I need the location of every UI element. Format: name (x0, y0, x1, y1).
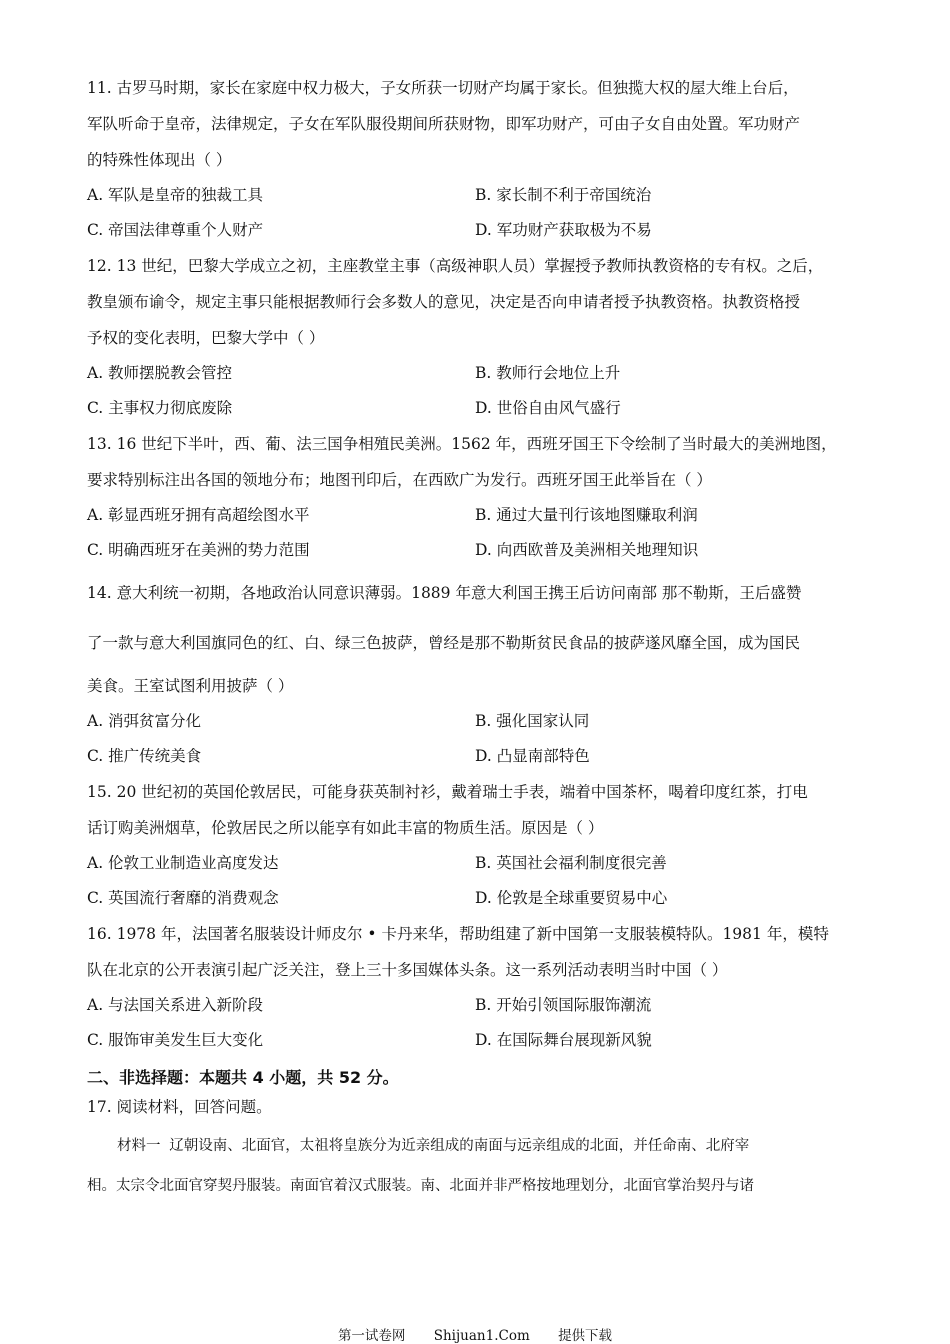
option-d: D. 伦敦是全球重要贸易中心 (475, 889, 668, 907)
exam-page (87, 70, 867, 1206)
option-c: C. 主事权力彻底废除 (87, 399, 233, 417)
page-footer (0, 1324, 950, 1344)
question-text: 军队听命于皇帝，法律规定，子女在军队服役期间所获财物，即军功财产，可由子女自由处置。军功财产 (87, 115, 801, 133)
option-a: A. 伦敦工业制造业高度发达 (87, 854, 279, 872)
question-17 (87, 1094, 867, 1206)
question-text: 要求特别标注出各国的领地分布；地图刊印后，在西欧广为发行。西班牙国王此举旨在（ ） (87, 471, 712, 489)
question-text: 13. 16 世纪下半叶，西、葡、法三国争相殖民美洲。1562 年，西班牙国王下令绘制了当时最大的美洲地图， (87, 435, 837, 453)
option-a: A. 彰显西班牙拥有高超绘图水平 (87, 506, 310, 524)
footer-domain: Shijuan1.Com (433, 1328, 530, 1344)
option-a: A. 教师摆脱教会管控 (87, 364, 233, 382)
question-16 (87, 916, 867, 1058)
option-c: C. 推广传统美食 (87, 747, 202, 765)
question-text: 了一款与意大利国旗同色的红、白、绿三色披萨，曾经是那不勒斯贫民食品的披萨遂风靡全国，成为国民 (87, 634, 801, 652)
option-c: C. 帝国法律尊重个人财产 (87, 221, 264, 239)
question-text: 美食。王室试图利用披萨（ ） (87, 677, 294, 695)
option-b: B. 通过大量刊行该地图赚取利润 (475, 506, 698, 524)
section-title: 二、非选择题：本题共 4 小题，共 52 分。 (87, 1068, 399, 1087)
option-d: D. 世俗自由风气盛行 (475, 399, 621, 417)
question-text: 队在北京的公开表演引起广泛关注，登上三十多国媒体头条。这一系列活动表明当时中国（ ） (87, 961, 728, 979)
option-b: B. 英国社会福利制度很完善 (475, 854, 667, 872)
material-text: 相。太宗令北面官穿契丹服装。南面官着汉式服装。南、北面并非严格按地理划分，北面官掌治契丹与诸 (87, 1178, 754, 1194)
question-text: 11. 古罗马时期，家长在家庭中权力极大，子女所获一切财产均属于家长。但独揽大权的屋大维上台后， (87, 79, 799, 97)
option-b: B. 家长制不利于帝国统治 (475, 186, 652, 204)
question-text: 话订购美洲烟草，伦敦居民之所以能享有如此丰富的物质生活。原因是（ ） (87, 819, 604, 837)
option-d: D. 军功财产获取极为不易 (475, 221, 652, 239)
question-text: 15. 20 世纪初的英国伦敦居民，可能身获英制衬衫，戴着瑞士手表，端着中国茶杯，喝着印度红茶，打电 (87, 783, 808, 801)
question-text: 教皇颁布谕令，规定主事只能根据教师行会多数人的意见，决定是否向申请者授予执教资格。执教资格授 (87, 293, 801, 311)
option-a: A. 军队是皇帝的独裁工具 (87, 186, 264, 204)
question-text: 予权的变化表明，巴黎大学中（ ） (87, 329, 325, 347)
option-c: C. 明确西班牙在美洲的势力范围 (87, 541, 310, 559)
option-b: B. 开始引领国际服饰潮流 (475, 996, 652, 1014)
question-text: 12. 13 世纪，巴黎大学成立之初，主座教堂主事（高级神职人员）掌握授予教师执教资格的专有权。之后， (87, 257, 824, 275)
option-c: C. 英国流行奢靡的消费观念 (87, 889, 279, 907)
question-15 (87, 774, 867, 916)
option-d: D. 凸显南部特色 (475, 747, 590, 765)
option-b: B. 强化国家认同 (475, 712, 590, 730)
question-11 (87, 70, 867, 248)
footer-download: 提供下载 (558, 1328, 613, 1344)
material-text: 材料一 辽朝设南、北面官，太祖将皇族分为近亲组成的南面与远亲组成的北面，并任命南、北府宰 (117, 1138, 750, 1154)
question-text: 16. 1978 年，法国著名服装设计师皮尔 • 卡丹来华，帮助组建了新中国第一支服装模特队。1981 年，模特 (87, 925, 829, 943)
option-a: A. 消弭贫富分化 (87, 712, 202, 730)
option-d: D. 在国际舞台展现新风貌 (475, 1031, 652, 1049)
footer-site-name: 第一试卷网 (337, 1328, 406, 1344)
question-text: 的特殊性体现出（ ） (87, 151, 232, 169)
option-d: D. 向西欧普及美洲相关地理知识 (475, 541, 699, 559)
question-13 (87, 426, 867, 568)
question-14 (87, 568, 867, 774)
question-text: 14. 意大利统一初期，各地政治认同意识薄弱。1889 年意大利国王携王后访问南部 那不勒斯，王后盛赞 (87, 584, 802, 602)
question-text: 17. 阅读材料，回答问题。 (87, 1098, 272, 1116)
option-b: B. 教师行会地位上升 (475, 364, 621, 382)
option-a: A. 与法国关系进入新阶段 (87, 996, 264, 1014)
question-12 (87, 248, 867, 426)
option-c: C. 服饰审美发生巨大变化 (87, 1031, 264, 1049)
